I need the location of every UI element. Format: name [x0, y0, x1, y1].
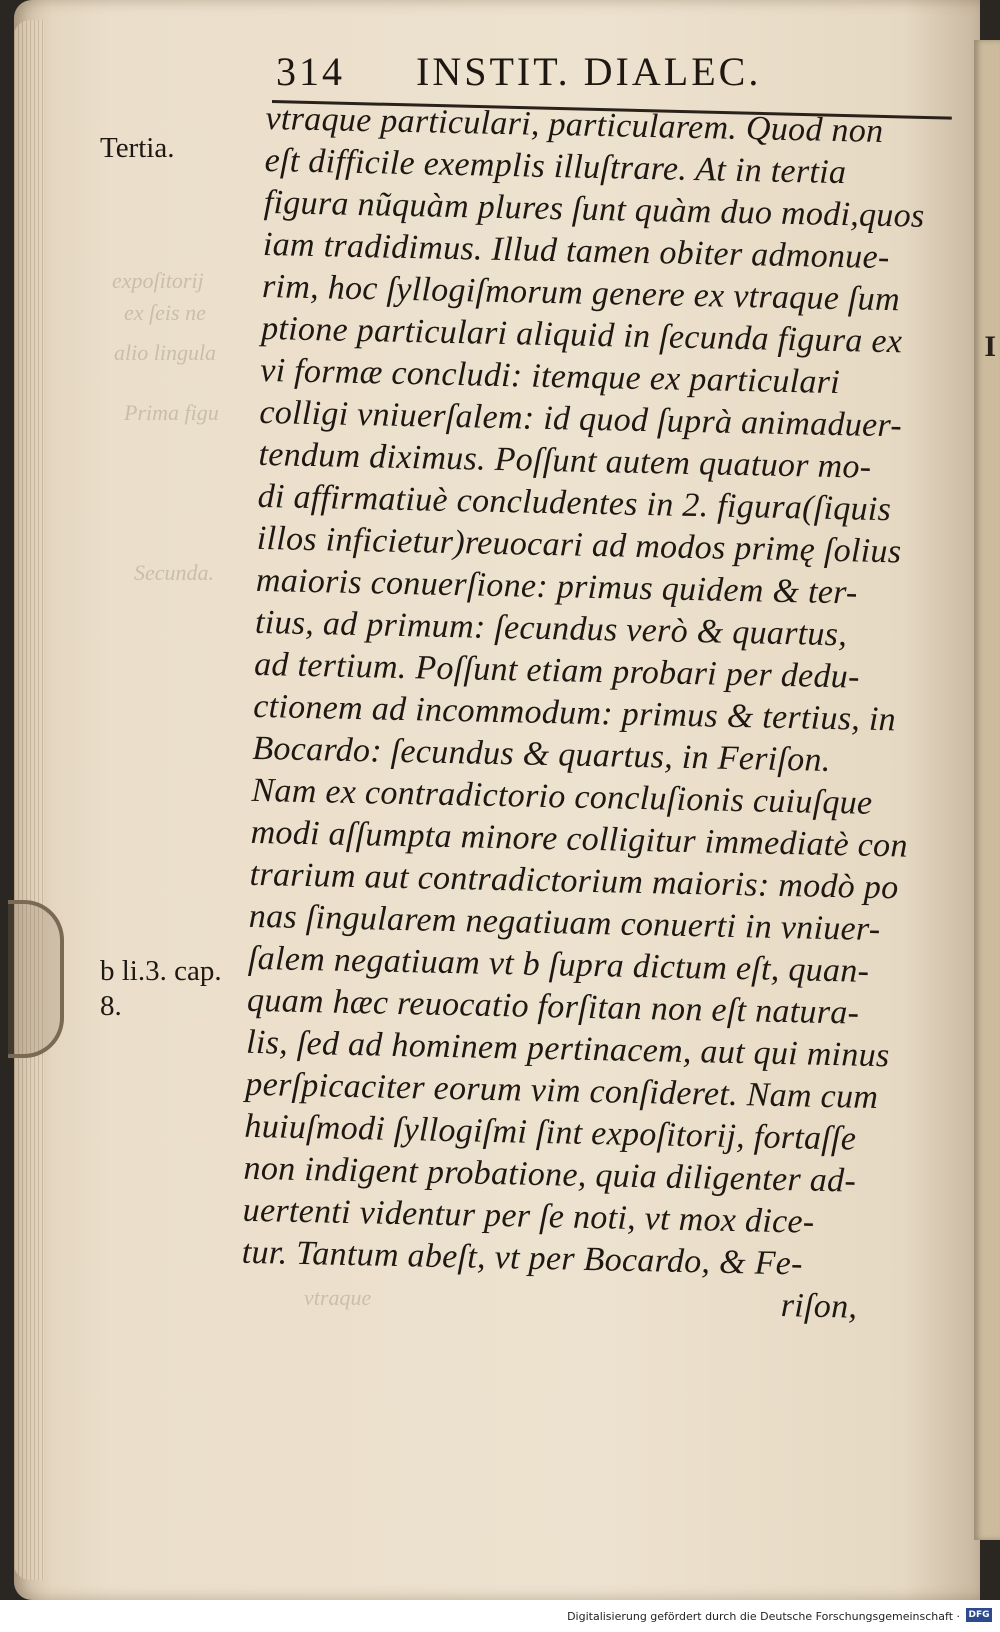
text-line: iam tradidimus. Illud tamen obiter admonue- [262, 225, 890, 277]
page-number: 314 [276, 49, 345, 94]
text-line: uertenti videntur per ſe noti, vt mox dice- [242, 1191, 815, 1241]
margin-note-reference-cont: 8. [100, 990, 122, 1022]
text-line: illos inficietur)reuocari ad modos primę ſolius [256, 519, 902, 571]
text-line: colligi vniuerſalem: id quod ſuprà animaduer- [259, 393, 903, 445]
text-line: nas ſingularem negatiuam conuerti in vniuer- [248, 897, 881, 949]
show-through-text: vtraque [304, 1285, 372, 1310]
dfg-logo: DFG [966, 1608, 992, 1622]
text-line: huiuſmodi ſyllogiſmi ſint expoſitorij, fortaſſe [244, 1107, 857, 1158]
digitization-credit: Digitalisierung gefördert durch die Deutsche Forschungsgemeinschaft · [567, 1610, 960, 1623]
book-clasp [8, 900, 64, 1058]
show-through-text: Secunda. [134, 560, 215, 585]
text-line: perſpicaciter eorum vim conſideret. Nam cum [244, 1065, 879, 1117]
catchword: riſon, [780, 1287, 858, 1326]
text-line: non indigent probatione, quia diligenter ad- [243, 1149, 857, 1200]
text-line: figura nũquàm plures ſunt quàm duo modi,quos [263, 183, 925, 235]
text-line: tendum diximus. Poſſunt autem quatuor mo- [258, 435, 872, 486]
text-line: ad tertium. Poſſunt etiam probari per dedu- [253, 645, 861, 696]
footer-bar [0, 1600, 1000, 1632]
margin-note-reference: b li.3. cap. [100, 955, 222, 987]
text-line: lis, ſed ad hominem pertinacem, aut qui minus [245, 1023, 890, 1075]
text-line: tius, ad primum: ſecundus verò & quartus, [254, 603, 848, 654]
text-line: vtraque particulari, particularem. Quod non [265, 100, 884, 150]
text-line: trarium aut contradictorium maioris: modò po [249, 855, 899, 907]
show-through-text: expoſitorij [112, 268, 204, 293]
text-line: ctionem ad incommodum: primus & tertius, in [252, 687, 897, 739]
text-line: ptione particulari aliquid in ſecunda figura ex [260, 309, 903, 361]
margin-note-tertia: Tertia. [100, 132, 175, 164]
page-edges [14, 20, 44, 1580]
text-line: rim, hoc ſyllogiſmorum genere ex vtraque ſum [261, 267, 901, 319]
text-line: maioris conuerſione: primus quidem & ter- [255, 561, 859, 612]
text-line: modi aſſumpta minore colligitur immediatè con [250, 813, 909, 865]
text-line: tur. Tantum abeſt, vt per Bocardo, & Fe- [241, 1233, 804, 1283]
show-through-text: Prima figu [124, 400, 219, 425]
text-line: ſalem negatiuam vt b ſupra dictum eſt, quan- [247, 939, 870, 990]
next-page-edge [974, 40, 1000, 1540]
running-title: INSTIT. DIALEC. [416, 49, 762, 94]
next-page-glyph: I [984, 330, 996, 363]
text-line: di affirmatiuè concludentes in 2. figura(ſiquis [257, 477, 892, 529]
running-header [276, 48, 836, 98]
text-line: Bocardo: ſecundus & quartus, in Feriſon. [252, 729, 831, 779]
text-line: quam hæc reuocatio forſitan non eſt natura- [246, 981, 860, 1032]
show-through-text: ex ſeis ne [124, 300, 206, 325]
book-page [14, 0, 980, 1600]
text-line: eſt difficile exemplis illuſtrare. At in tertia [264, 141, 847, 192]
text-line: Nam ex contradictorio concluſionis cuiuſque [251, 771, 873, 822]
show-through-text: alio lingula [114, 340, 217, 365]
body-text [241, 100, 966, 1326]
text-line: vi formæ concludi: itemque ex particulari [259, 351, 841, 402]
